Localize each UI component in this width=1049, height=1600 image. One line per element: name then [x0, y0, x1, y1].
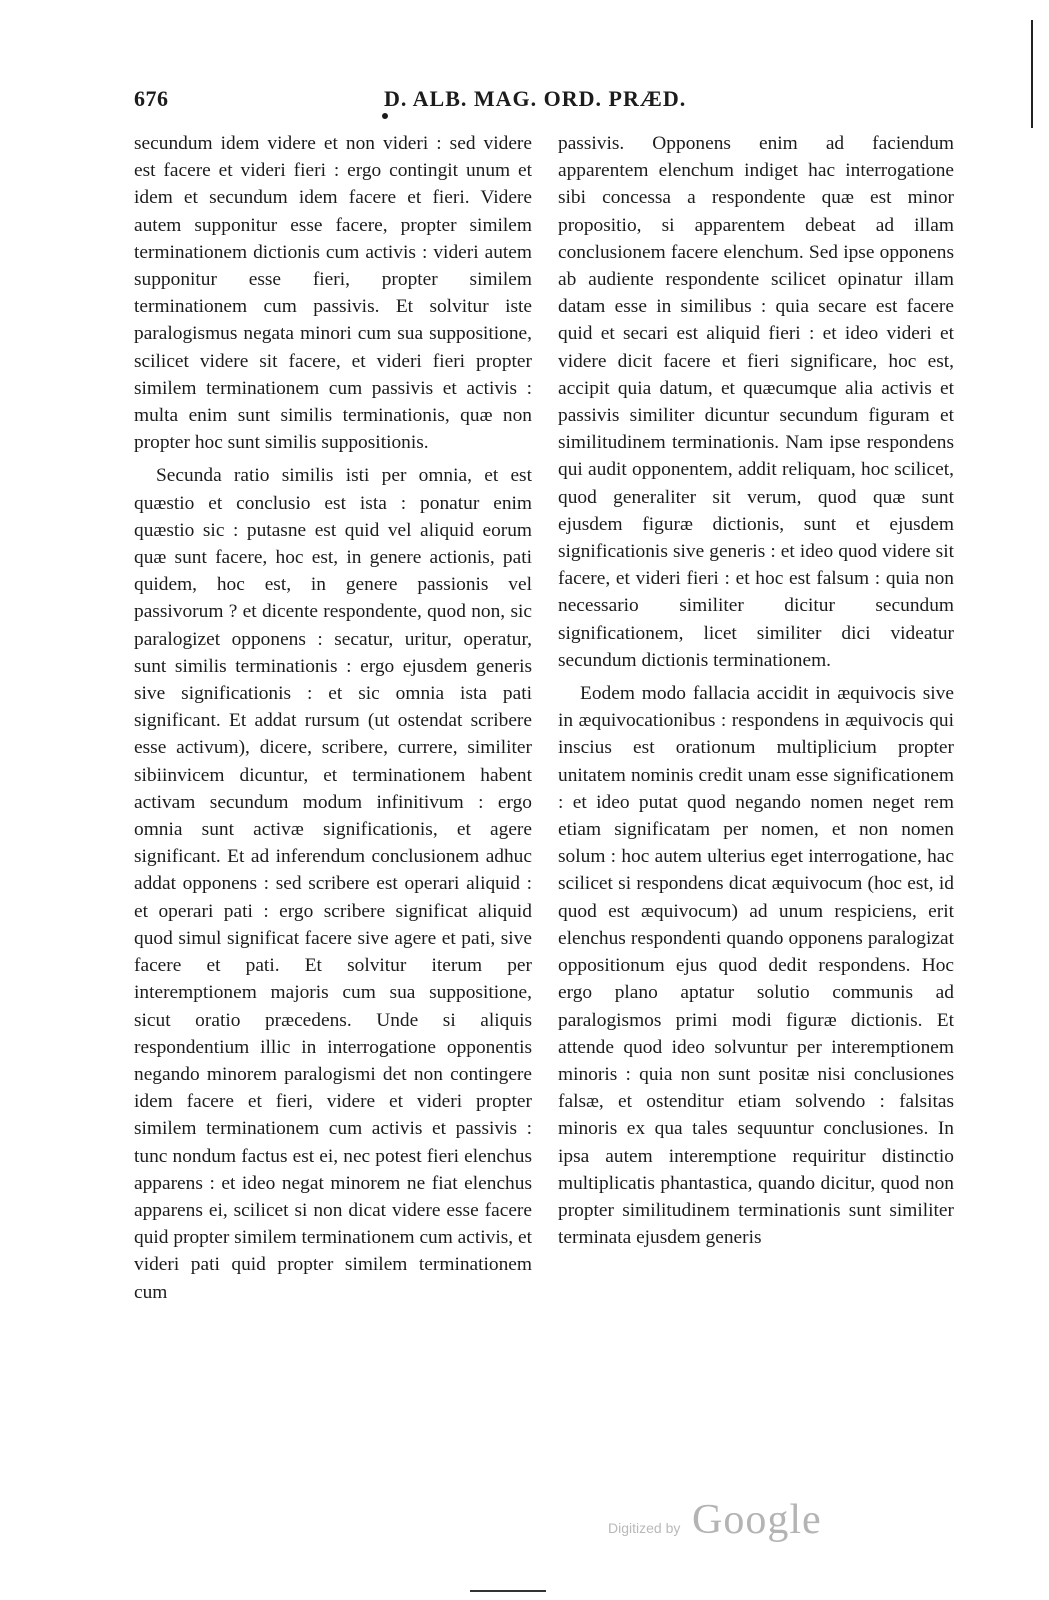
left-text-column — [134, 130, 532, 1306]
running-title: D. ALB. MAG. ORD. PRÆD. — [384, 86, 687, 111]
right-paragraph-1: passivis. Opponens enim ad faciendum apparentem elenchum indiget hac interrogatione sibi concessa a respondente quæ est minor propositio, si apparentem debeat ad illam conclusionem facere elenchum. Sed ipse opponens ab audiente respondente scilicet opinatur illam datam esse in similibus : quia secare est facere quid et secari est aliquid fieri : et ideo videri et videre dicit facere et fieri significare, hoc est, accipit quia datum, et quæcumque alia activis et passivis similiter dicuntur secundum figuram et similitudinem terminationis. Nam ipse respondens qui audit opponentem, addit reliquam, hoc scilicet, quod generaliter sit verum, quod quæ sunt ejusdem figuræ dictionis, sunt et ejusdem significationis sive generis : et ideo quod videre sit facere, et videri fieri : et hoc est falsum : quia non necessario similiter dicitur secundum significationem, licet similiter dici videatur secundum dictionis terminationem. — [558, 133, 954, 671]
page-number: 676 — [134, 86, 169, 111]
left-paragraph-2: Secunda ratio similis isti per omnia, et est quæstio et conclusio est ista : ponatur enim quæstio sic : putasne est quid vel aliquid eorum quæ sunt facere, hoc est, in genere actionis, pati quidem, hoc est, in genere passionis vel passivorum ? et dicente respondente, quod non, sic paralogizet opponens : secatur, uritur, operatur, sunt similis terminationis : ergo ejusdem generis sive significationis : et sic omnia ista pati significant. Et addat rursum (ut ostendat scribere esse activum), dicere, scribere, currere, similiter sibiinvicem dicuntur, et terminationem habent activam secundum modum infinitivum : ergo omnia sunt activæ significationis, et agere significant. Et ad inferendum conclusionem adhuc addat opponens : sed scribere est operari aliquid : et operari pati : ergo scribere significat aliquid quod simul significat facere sive agere et pati, sive facere et pati. Et solvitur iterum per interemptionem majoris cum sua suppositione, sicut oratio præcedens. Unde si aliquis respondentium illic in interrogatione opponentis negando minorem paralogismi det non contingere idem facere et fieri, videre et videri propter similem terminationem cum activis et passivis : tunc nondum factus est ei, nec potest fieri elenchus apparens : et ideo negat minorem ne fiat elenchus apparens ei, scilicet si non dicat videre esse facere quid propter similem terminationem cum activis, et videri pati quid propter similem terminationem cum — [134, 465, 532, 1303]
page-header — [134, 86, 960, 116]
right-paragraph-2: Eodem modo fallacia accidit in æquivocis sive in æquivocationibus : respondens in æquivocis qui inscius est orationum multiplicium propter unitatem nominis credit unam esse significationem : et ideo putat quod negando nomen neget rem etiam significatam per nomen, et non nomen solum : hoc autem ulterius eget interrogatione, hac scilicet si respondens dicat æquivocum (hoc est, id quod est æquivocum) ad unum respiciens, erit elenchus respondenti quando opponens paralogizat oppositionum ejus quod dedit respondens. Hoc ergo plano aptatur solutio communis ad paralogismos primi modi figuræ dictionis. Et attende quod ideo solvuntur per interemptionem minoris : quia non sunt positæ nisi conclusiones falsæ, et ostenditur etiam solvendo : falsitas minoris ex qua tales sequuntur conclusiones. In ipsa autem interemptione requiritur distinctio multiplicatis phantastica, quando dicitur, quod non propter similitudinem terminationis sunt similiter terminata ejusdem generis — [558, 683, 954, 1249]
footer-rule — [470, 1590, 546, 1592]
left-paragraph-1: secundum idem videre et non videri : sed videre est facere et videri fieri : ergo contingit unum et idem et secundum idem facere et fieri. Videre autem supponitur esse facere, propter similem terminationem dictionis cum activis : videri autem supponitur esse fieri, propter similem terminationem cum passivis. Et solvitur iste paralogismus negata minori cum sua suppositione, scilicet videre sit facere, et videri fieri propter similem terminationem cum passivis et activis : multa enim sunt similis terminationis, quæ non propter hoc sunt similis suppositionis. — [134, 133, 532, 454]
digitized-watermark — [608, 1497, 868, 1550]
right-text-column — [558, 130, 954, 1251]
page-edge-line — [1031, 20, 1033, 128]
google-logo: Google — [692, 1497, 822, 1543]
header-dot-mark — [382, 113, 388, 119]
watermark-caption: Digitized by — [608, 1520, 681, 1536]
